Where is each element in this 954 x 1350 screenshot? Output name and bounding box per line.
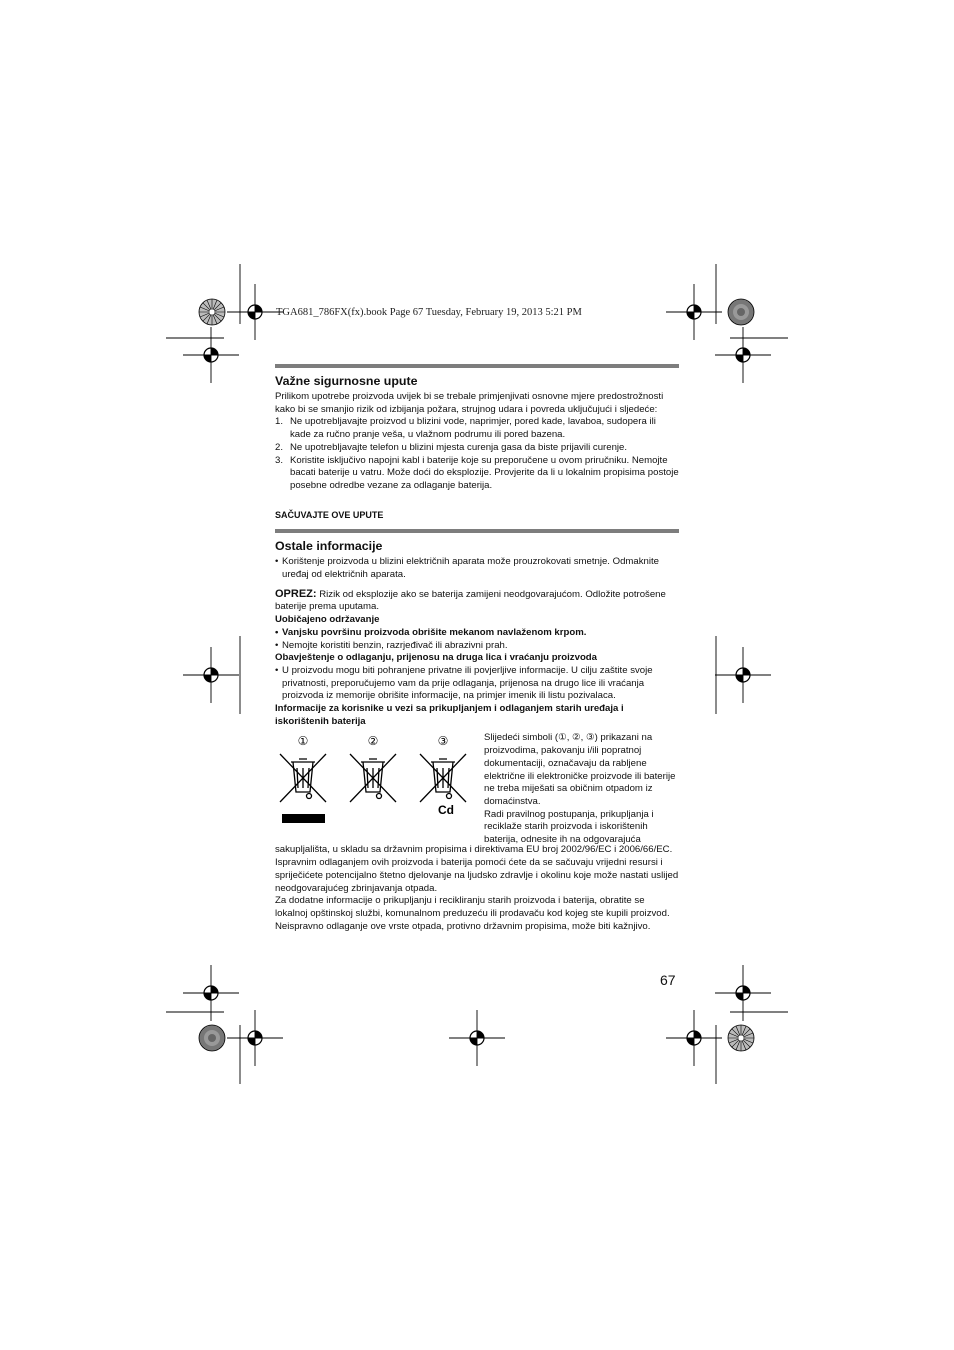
caution-paragraph [275,588,679,614]
cd-label: Cd [438,803,454,818]
weee-title: Informacije za korisnike u vezi sa prikupljanjem i odlaganjem starih uređaja i iskorištenih baterija [275,703,624,727]
weee-side-text [484,732,679,846]
maintenance-title: Uobičajeno održavanje [275,614,380,626]
crossed-bin-icons [275,732,480,832]
symbol-label: ② [367,734,379,749]
section-rule [275,364,679,368]
list-item [275,442,679,455]
list-text: Ne upotrebljavajte telefon u blizini mjesta curenja gasa da biste prijavili curenje. [290,441,628,453]
weee-paragraph: Ispravnim odlaganjem ovih proizvoda i baterija pomoći ćete da se sačuvaju vrijedni resursi i spriječićete potencijalno štetno djelovanje na ljudsko zdravlje i okolinu koje može nastati uslijed neodgovarajućeg zbrinjavanja otpada. [275,857,679,894]
bullet-text: U proizvodu mogu biti pohranjene privatne ili povjerljive informacije. U cilju zaštite svoje privatnosti, preporučujemo vam da prije odlaganja, prijenosa na drugo lice ili vraćanja proizvoda iz memorije obrišite informacije, na primjer imenik ili listu pozivalaca. [282,664,653,702]
list-item [275,416,679,441]
list-text: Koristite isključivo napojni kabl i baterije koje su preporučene u ovom priručniku. Nemojte bacati baterije u vatru. Može doći do eksplozije. Provjerite da li u lokalnim propisima postoje posebne odredbe vezane za odlaganje baterija. [290,454,679,491]
symbol-label: ① [297,734,309,749]
symbol-label: ③ [437,734,449,749]
list-item: • Nemojte koristiti benzin, razrjeđivač ili abrazivni prah. [275,639,508,651]
list-item: • Vanjsku površinu proizvoda obrišite mekanom navlaženom krpom. [275,626,587,638]
print-info: TGA681_786FX(fx).book Page 67 Tuesday, February 19, 2013 5:21 PM [276,307,582,318]
page-content [275,364,679,933]
solid-bar-icon [282,814,325,823]
list-number: 2. [275,441,284,453]
crossed-bin-icon [350,754,396,802]
bullet-text: Korištenje proizvoda u blizini električnih aparata može prouzrokovati smetnje. Odmaknite uređaj od električnih aparata. [282,556,660,581]
list-item [275,455,679,493]
safety-list [275,416,679,492]
weee-side-paragraph: Slijedeći simboli (①, ②, ③) prikazani na proizvodima, pakovanju i/ili popratnoj dokumentaciji, označavaju da rabljene električne ili elektroničke proizvode ili baterije ne treba miješati sa običnim otpadom iz domaćinstva. [484,732,676,807]
crossed-bin-icon [280,754,326,802]
bullet-text: Nemojte koristiti benzin, razrjeđivač ili abrazivni prah. [282,639,508,651]
list-item: • U proizvodu mogu biti pohranjene privatne ili povjerljive informacije. U cilju zaštite svoje privatnosti, preporučujemo vam da prije odlaganja, prijenosa na drugo lice ili vraćanja proizvoda iz memorije obrišite informacije, na primjer imenik ili listu pozivalaca. [275,664,653,702]
page-number: 67 [660,972,676,988]
keep-instructions: SAČUVAJTE OVE UPUTE [275,509,384,520]
weee-paragraph: Neispravno odlaganje ove vrste otpada, protivno državnim propisima, može biti kažnjivo. [275,920,651,932]
caution-label: OPREZ: [275,587,317,600]
safety-intro: Prilikom upotrebe proizvoda uvijek bi se trebale primjenjivati osnovne mjere predostrožnosti kako bi se smanjio rizik od izbijanja požara, strujnog udara i povreda uključujući i sljedeće: [275,391,664,415]
disposal-title: Obavještenje o odlaganju, prijenosu na druga lica i vraćanju proizvoda [275,652,597,664]
caution-text: Rizik od eksplozije ako se baterija zamijeni neodgovarajućom. Odložite potrošene baterije prema uputama. [275,588,666,613]
crossed-bin-icon [420,754,466,802]
list-number: 3. [275,454,284,466]
list-item: • Korištenje proizvoda u blizini električnih aparata može prouzrokovati smetnje. Odmaknite uređaj od električnih aparata. [275,556,660,581]
list-text: Ne upotrebljavajte proizvod u blizini vode, naprimjer, pored kade, lavaboa, sudopera ili kade za ručno pranje veša, u vlažnom podrumu ili pored bazena. [290,416,656,441]
weee-side-paragraph-2: Radi pravilnog postupanja, prikupljanja i reciklaže starih proizvoda i iskorištenih baterija, odnesite ih na odgovarajuća [484,808,654,846]
list-number: 1. [275,416,284,428]
other-title: Ostale informacije [275,539,383,554]
weee-continued: sakupljališta, u skladu sa državnim propisima i direktivama EU broj 2002/96/EC i 2006/66/EC. [275,844,673,856]
safety-title: Važne sigurnosne upute [275,374,418,388]
bullet-text: Vanjsku površinu proizvoda obrišite mekanom navlaženom krpom. [282,626,587,638]
section-rule [275,529,679,533]
weee-block [275,732,679,844]
weee-paragraph: Za dodatne informacije o prikupljanju i recikliranju starih proizvoda i baterija, obratite se lokalnoj opštinskoj službi, komunalnom preduzeću ili prodavaču kod kojeg ste kupili proizvod. [275,895,670,919]
